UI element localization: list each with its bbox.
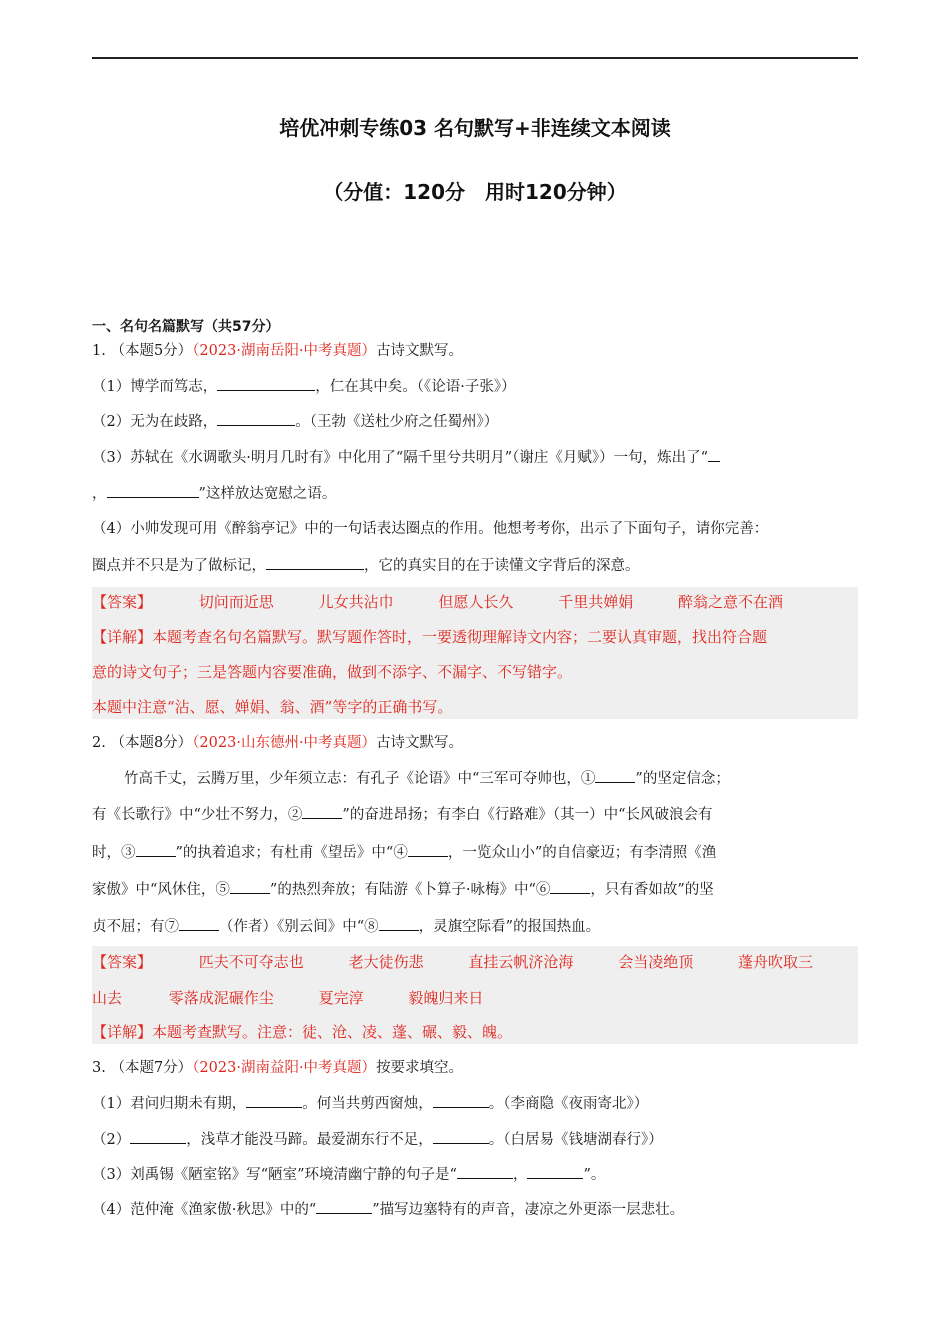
- detail-text: 本题考查名句名篇默写。默写题作答时，一要透彻理解诗文内容；二要认真审题，找出符合题: [152, 628, 768, 646]
- text: （1）君问归期未有期，: [92, 1096, 247, 1112]
- detail-line: [92, 662, 572, 682]
- fill-blank[interactable]: [316, 1199, 372, 1214]
- text: 家傲》中“风休住，⑤: [92, 882, 230, 898]
- question-3-part-4: [92, 1199, 862, 1220]
- detail-label: 【详解】: [92, 628, 153, 646]
- answer-item: 醉翁之意不在酒: [677, 593, 783, 611]
- question-2-line-5: [92, 916, 862, 937]
- detail-text: 意的诗文句子；三是答题内容要准确，做到不添字、不漏字、不写错字。: [92, 663, 573, 681]
- fill-blank[interactable]: [130, 1129, 186, 1144]
- text: 有《长歌行》中“少壮不努力，②: [92, 807, 303, 823]
- question-2-line-4: [92, 879, 862, 900]
- question-2-line-3: [92, 842, 862, 863]
- text: 时，③: [92, 845, 136, 861]
- question-score: （本题5分）: [110, 343, 193, 359]
- answer-label: 【答案】: [92, 953, 153, 971]
- text: ，灵旗空际看”的报国热血。: [418, 919, 601, 935]
- fill-blank[interactable]: [107, 483, 199, 498]
- answer-item: 老大徒伤悲: [348, 953, 424, 971]
- text: （2）: [92, 1132, 131, 1148]
- text: ，浅草才能没马蹄。最爱湖东行不足，: [186, 1132, 433, 1148]
- text: （4）小帅发现可用《醉翁亭记》中的一句话表达圈点的作用。他想考考你，出示了下面句子，请你完善：: [92, 521, 769, 537]
- question-source: （2023·湖南益阳·中考真题）: [192, 1060, 377, 1076]
- fill-blank[interactable]: [217, 376, 315, 391]
- answer-row: [92, 988, 483, 1008]
- question-1-part-4-cont: [92, 555, 862, 576]
- text: 。何当共剪西窗烛，: [302, 1096, 433, 1112]
- text: 。（李商隐《夜雨寄北》）: [488, 1096, 649, 1112]
- question-task: 古诗文默写。: [376, 735, 464, 751]
- answer-item: 毅魄归来日: [408, 989, 484, 1007]
- text: （3）刘禹锡《陋室铭》写“陋室”环境清幽宁静的句子是“: [92, 1167, 457, 1183]
- fill-blank[interactable]: [266, 555, 364, 570]
- text: 贞不屈；有⑦: [92, 919, 179, 935]
- question-task: 按要求填空。: [376, 1060, 464, 1076]
- answer-item: 会当凌绝顶: [618, 953, 694, 971]
- answer-item: 切问而近思: [198, 593, 274, 611]
- question-score: （本题7分）: [110, 1060, 193, 1076]
- fill-blank[interactable]: [217, 411, 295, 426]
- fill-blank[interactable]: [550, 879, 590, 894]
- fill-blank[interactable]: [595, 768, 635, 783]
- text: 。（王勃《送杜少府之任蜀州》）: [295, 414, 499, 430]
- fill-blank[interactable]: [246, 1093, 302, 1108]
- question-number: 3.: [92, 1060, 106, 1076]
- detail-line: [92, 1022, 512, 1042]
- text: ，只有香如故”的坚: [590, 882, 714, 898]
- question-3-part-1: [92, 1093, 862, 1114]
- question-number: 1.: [92, 343, 106, 359]
- answer-item: 千里共婵娟: [558, 593, 634, 611]
- detail-text: 本题考查默写。注意：徒、沧、凌、蓬、碾、毅、魄。: [152, 1023, 513, 1041]
- answer-item: 儿女共沾巾: [318, 593, 394, 611]
- question-1-part-3: [92, 447, 862, 468]
- text: ”的执着追求；有杜甫《望岳》中“④: [175, 845, 408, 861]
- text: 竹高千丈，云腾万里，少年须立志：有孔子《论语》中“三军可夺帅也，①: [124, 771, 596, 787]
- fill-blank[interactable]: [433, 1093, 489, 1108]
- question-1-header: [92, 341, 862, 361]
- text: （2）无为在歧路，: [92, 414, 218, 430]
- text: ，它的真实目的在于读懂文字背后的深意。: [364, 558, 640, 574]
- answer-row: [92, 592, 783, 612]
- text: ，仁在其中矣。（《论语·子张》）: [315, 379, 516, 395]
- page-subtitle: （分值：120分 用时120分钟）: [323, 180, 627, 204]
- answer-item: 但愿人长久: [438, 593, 514, 611]
- text: ，一览众山小”的自信豪迈；有李清照《渔: [447, 845, 717, 861]
- answer-item: 零落成泥碾作尘: [168, 989, 274, 1007]
- question-3-header: [92, 1058, 862, 1078]
- question-2-line-2: [92, 804, 862, 825]
- fill-blank[interactable]: [408, 842, 448, 857]
- text: ”。: [583, 1167, 606, 1183]
- text: 圈点并不只是为了做标记，: [92, 558, 266, 574]
- text: 。（白居易《钱塘湖春行》）: [488, 1132, 663, 1148]
- question-3-part-3: [92, 1164, 862, 1185]
- question-number: 2.: [92, 735, 106, 751]
- header-rule: [92, 57, 858, 59]
- text: （作者）《别云间》中“⑧: [219, 919, 379, 935]
- question-task: 古诗文默写。: [376, 343, 464, 359]
- detail-line: [92, 627, 767, 647]
- fill-blank[interactable]: [230, 879, 270, 894]
- fill-blank[interactable]: [433, 1129, 489, 1144]
- text: ”这样放达宽慰之语。: [198, 486, 337, 502]
- section-heading: 一、名句名篇默写（共57分）: [92, 319, 280, 335]
- text: （3）苏轼在《水调歌头·明月几时有》中化用了“隔千里兮共明月”（谢庄《月赋》）一句，炼出了“: [92, 450, 709, 466]
- detail-line: [92, 697, 452, 717]
- fill-blank[interactable]: [302, 804, 342, 819]
- question-source: （2023·湖南岳阳·中考真题）: [192, 343, 377, 359]
- question-score: （本题8分）: [110, 735, 193, 751]
- text: （1）博学而笃志，: [92, 379, 218, 395]
- detail-label: 【详解】: [92, 1023, 153, 1041]
- question-3-part-2: [92, 1129, 862, 1150]
- text: ”描写边塞特有的声音，凄凉之外更添一层悲壮。: [372, 1202, 685, 1218]
- detail-text: 本题中注意“沾、愿、婵娟、翁、酒”等字的正确书写。: [92, 698, 453, 716]
- fill-blank[interactable]: [527, 1164, 583, 1179]
- answer-item: 山去: [92, 989, 123, 1007]
- text: ，: [512, 1167, 528, 1183]
- fill-blank[interactable]: [708, 447, 720, 462]
- question-2-header: [92, 733, 862, 753]
- question-1-part-4: [92, 519, 862, 539]
- fill-blank[interactable]: [457, 1164, 513, 1179]
- question-1-part-2: [92, 411, 862, 432]
- answer-item: 直挂云帆济沧海: [468, 953, 574, 971]
- text: ”的热烈奔放；有陆游《卜算子·咏梅》中“⑥: [269, 882, 551, 898]
- text: ”的坚定信念；: [635, 771, 730, 787]
- text: ，: [92, 486, 107, 502]
- answer-item: 夏完淳: [318, 989, 364, 1007]
- fill-blank[interactable]: [179, 916, 219, 931]
- question-2-line-1: [124, 768, 894, 789]
- answer-label: 【答案】: [92, 593, 153, 611]
- answer-item: 匹夫不可夺志也: [198, 953, 304, 971]
- question-1-part-3-cont: [92, 483, 862, 504]
- question-source: （2023·山东德州·中考真题）: [192, 735, 377, 751]
- text: ”的奋进昂扬；有李白《行路难》（其一）中“长风破浪会有: [342, 807, 713, 823]
- text: （4）范仲淹《渔家傲·秋思》中的“: [92, 1202, 317, 1218]
- answer-item: 蓬舟吹取三: [737, 953, 813, 971]
- question-1-part-1: [92, 376, 862, 397]
- page-title: 培优冲刺专练03 名句默写+非连续文本阅读: [279, 116, 671, 140]
- fill-blank[interactable]: [136, 842, 176, 857]
- fill-blank[interactable]: [379, 916, 419, 931]
- answer-row: [92, 952, 813, 972]
